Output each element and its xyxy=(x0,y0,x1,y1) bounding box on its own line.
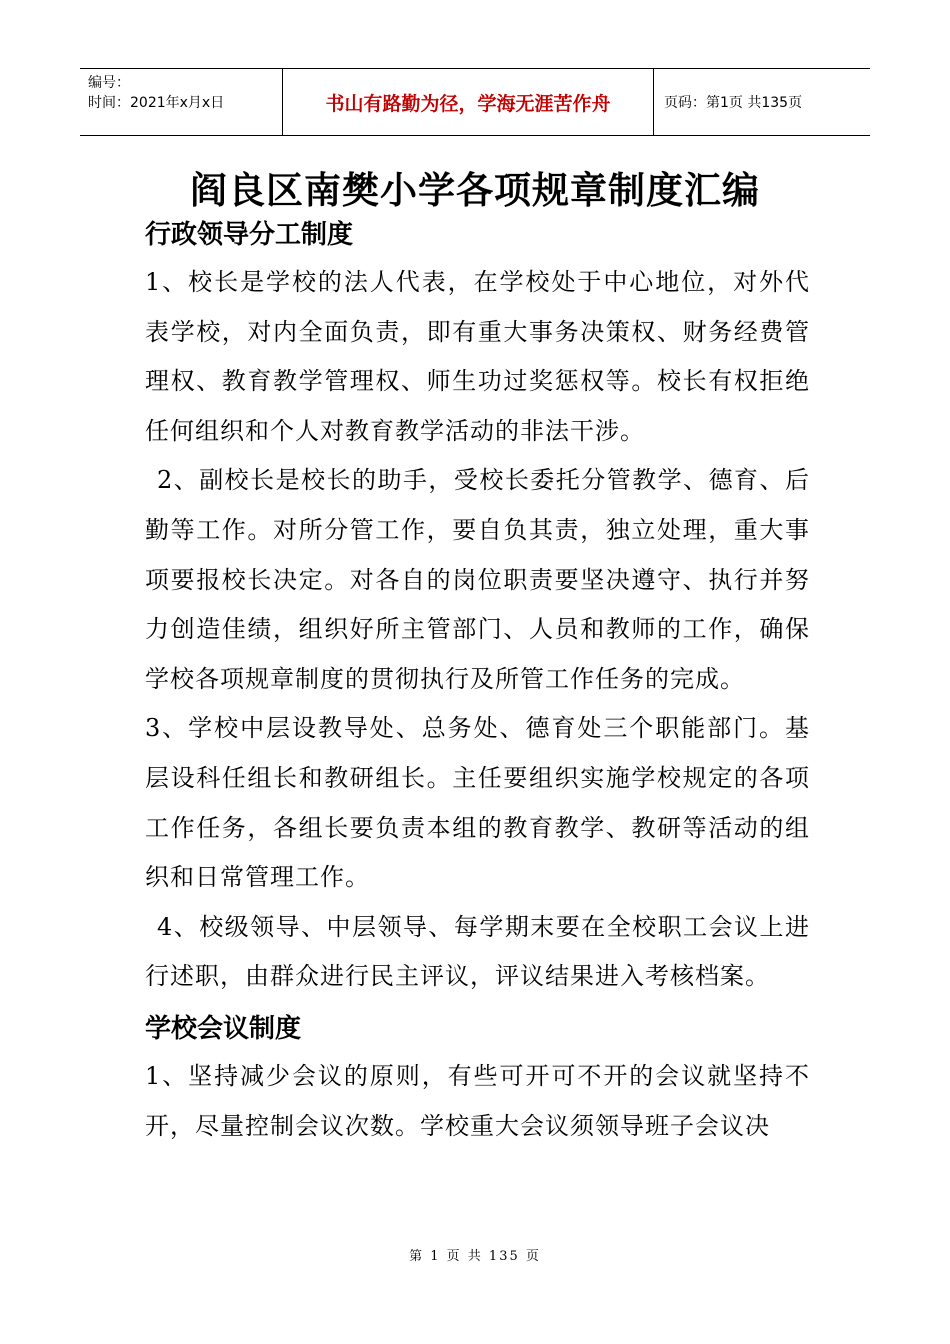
paragraph: 1、坚持减少会议的原则，有些可开可不开的会议就坚持不开，尽量控制会议次数。学校重大会议须领导班子会议决 xyxy=(145,1061,810,1140)
section-heading: 学校会议制度 xyxy=(145,1013,302,1044)
paragraph: 4、校级领导、中层领导、每学期末要在全校职工会议上进行述职，由群众进行民主评议，评议结果进入考核档案。 xyxy=(145,912,810,991)
document-title: 阎良区南樊小学各项规章制度汇编 xyxy=(190,169,760,212)
section-heading: 行政领导分工制度 xyxy=(145,220,354,250)
document-number-label: 编号： xyxy=(88,75,130,91)
paragraph: 3、学校中层设教导处、总务处、德育处三个职能部门。基层设科任组长和教研组长。主任要组织实施学校规定的各项工作任务，各组长要负责本组的教育教学、教研等活动的组织和日常管理工作。 xyxy=(145,714,810,892)
header-meta xyxy=(80,69,282,135)
document-time-label: 时间：2021年x月x日 xyxy=(88,95,225,111)
header-motto: 书山有路勤为径，学海无涯苦作舟 xyxy=(282,69,654,135)
document-body xyxy=(145,212,810,1151)
header-page-info: 页码：第1页 共135页 xyxy=(664,95,803,111)
header-table xyxy=(80,68,870,136)
paragraph: 1、校长是学校的法人代表，在学校处于中心地位，对外代表学校，对内全面负责，即有重大事务决策权、财务经费管理权、教育教学管理权、师生功过奖惩权等。校长有权拒绝任何组织和个人对教育教学活动的非法干涉。 xyxy=(145,268,810,445)
paragraph: 2、副校长是校长的助手，受校长委托分管教学、德育、后勤等工作。对所分管工作，要自负其责，独立处理，重大事项要报校长决定。对各自的岗位职责要坚决遵守、执行并努力创造佳绩，组织好所主管部门、人员和教师的工作，确保学校各项规章制度的贯彻执行及所管工作任务的完成。 xyxy=(145,466,810,693)
page-footer: 第 1 页 共 135 页 xyxy=(409,1249,541,1264)
